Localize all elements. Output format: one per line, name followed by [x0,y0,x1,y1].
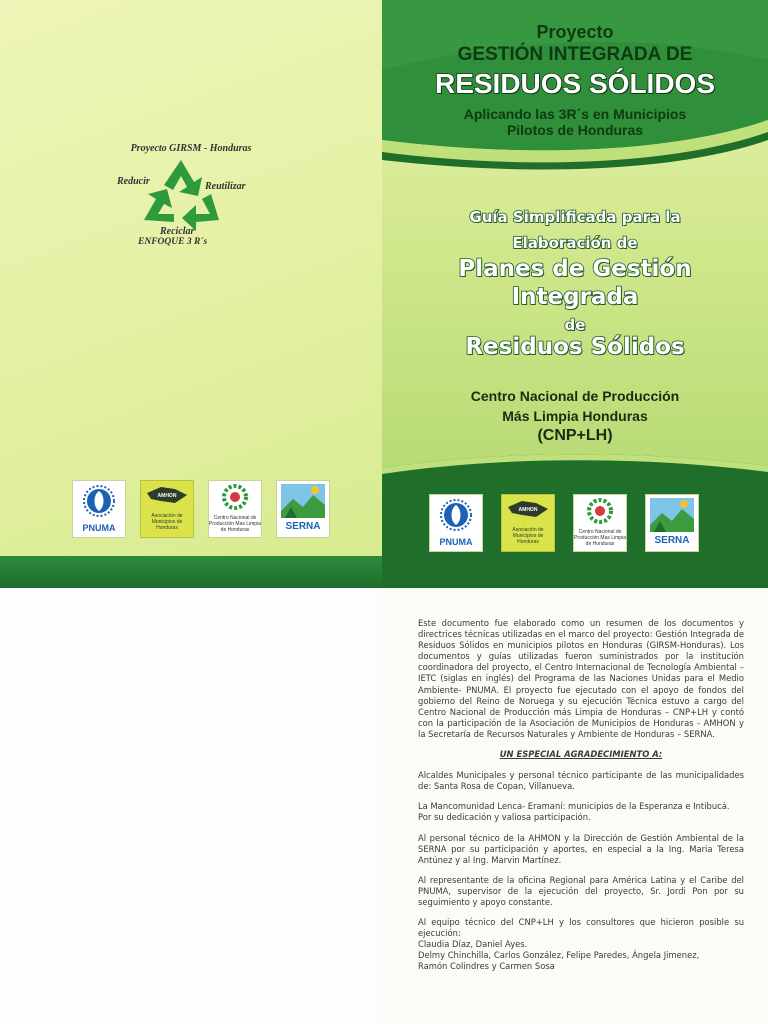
amhon-logo: AMHON Asociación de Municipios de Honduras [140,480,194,538]
focus-label: ENFOQUE 3 R´s [138,237,208,247]
ack-names-2: Delmy Chinchilla, Carlos González, Felipe Paredes, Ángela Jimenez, [418,950,700,961]
credits-text [418,618,744,973]
ack-paragraph-1: Alcaldes Municipales y personal técnico participante de las municipalidades de: Santa Rosa de Copan, Villanueva. [418,770,744,792]
ack-names-1: Claudia Díaz, Daniel Ayes. [418,939,528,950]
guide-line5: de [564,316,586,334]
pnuma-logo: PNUMA [72,480,126,538]
sponsor-logos [72,480,330,538]
reuse-label: Reutilizar [205,181,246,192]
ack-names-3: Ramón Colindres y Carmen Sosa [418,961,555,972]
project-label: Proyecto GIRSM - Honduras [130,143,252,154]
pnuma-logo: PNUMA [429,494,483,552]
header-subtitle2: Pilotos de Honduras [506,122,644,138]
header-line3: RESIDUOS SÓLIDOS [434,68,716,99]
front-cover [382,0,768,588]
amhon-logo: AMHON Asociación de Municipios de Honduras [501,494,555,552]
back-cover [0,0,382,588]
blank-page [0,588,382,1024]
publisher-line1: Centro Nacional de Producción [470,388,680,404]
svg-text:AMHON: AMHON [518,507,538,513]
guide-line4: Integrada [511,284,639,310]
recycle-icon [136,156,226,234]
intro-paragraph: Este documento fue elaborado como un resumen de los documentos y directrices técnicas utilizadas en el marco del proyecto: Gestión Integrada de Residuos Sólidos en municipios pilotos en Honduras (GIRSM-Honduras). Los documentos y guías utilizadas fueron suministrados por la institución coordinadora del proyecto, el Centro Internacional de Tecnología Ambiental – IETC (siglas en inglés) del Programa de las Naciones Unidas para el Medio Ambiente- PNUMA. El proyecto fue ejecutado con el apoyo de fondos del gobierno del Reino de Noruega y su ejecución Técnica estuvo a cargo del Centro Nacional de Producción más Limpia de Honduras – CNP+LH y contó con la participación de la Asociación de Municipios de Honduras - AMHON y la Secretaría de Recursos Naturales y Ambiente de Honduras – SERNA. [418,618,744,739]
inside-page [382,588,768,1024]
serna-logo: SERNA [276,480,330,538]
reduce-label: Reducir [117,176,150,187]
guide-line6: Residuos Sólidos [465,334,685,360]
guide-line1: Guía Simplificada para la [469,208,681,226]
header-line1: Proyecto [536,22,614,42]
recycle-label: Reciclar [160,226,195,237]
ack-paragraph-2b: Por su dedicación y valiosa participación. [418,812,591,823]
guide-line3: Planes de Gestión [458,256,692,282]
ack-paragraph-5: Al equipo técnico del CNP+LH y los consultores que hicieron posible su ejecución: [418,917,744,939]
svg-text:AMHON: AMHON [157,493,177,499]
serna-logo: SERNA [645,494,699,552]
header-line2: GESTIÓN INTEGRADA DE [457,44,693,65]
cnplh-logo: Centro Nacional de Producción Mas Limpia de Honduras [208,480,262,538]
ack-paragraph-3: Al personal técnico de la AHMON y la Dirección de Gestión Ambiental de la SERNA por su participación y aportes, en especial a la Ing. Maria Teresa Antúnez y al Ing. Marvin Martínez. [418,832,744,865]
front-sponsor-logos [429,494,699,552]
header-subtitle1: Aplicando las 3R´s en Municipios [463,106,687,122]
back-bottom-band [0,556,382,588]
publisher-line3: (CNP+LH) [537,427,613,444]
cnplh-logo: Centro Nacional de Producción Mas Limpia de Honduras [573,494,627,552]
publisher-line2: Más Limpia Honduras [502,408,648,424]
ack-paragraph-2a: La Mancomunidad Lenca- Eramaní: municipios de la Esperanza e Intibucá. [418,801,730,812]
ack-paragraph-4: Al representante de la oficina Regional para América Latina y el Caribe del PNUMA, supervisor de la ejecución del proyecto, Sr. Jordi Pon por su seguimiento y apoyo constante. [418,874,744,907]
ack-heading: UN ESPECIAL AGRADECIMIENTO A: [499,749,663,760]
guide-line2: Elaboración de [512,234,638,252]
